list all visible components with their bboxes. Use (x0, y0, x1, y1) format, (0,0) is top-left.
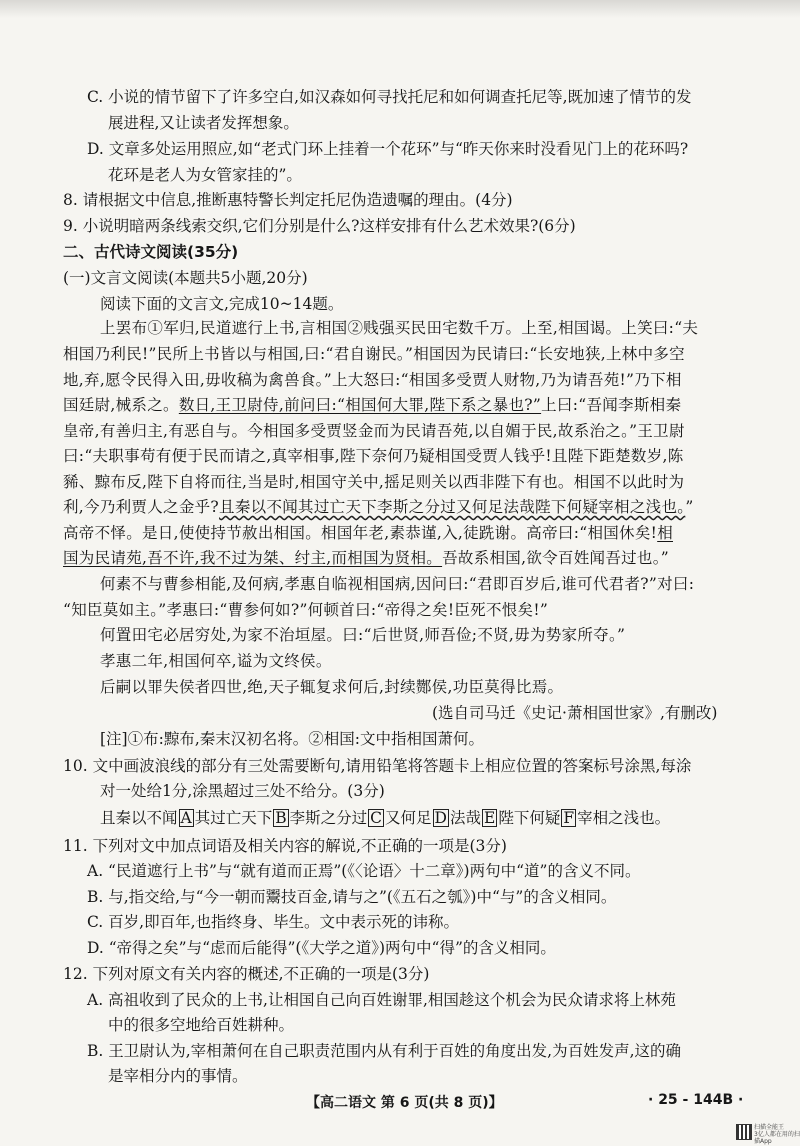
segment: 其过亡天下 (194, 809, 273, 827)
text-plain: 上曰:“吾闻李斯相秦 (541, 396, 682, 414)
option-d-line2: 花环是老人为女管家挂的”。 (108, 166, 302, 184)
classical-text-line1: 上罢布①军归,民道遮行上书,言相国②贱强买民田宅数千万。上至,相国谒。上笑曰:“夫 (100, 319, 699, 337)
breakpoint-label-d: D (434, 809, 447, 827)
breakpoint-label-c: C (370, 809, 383, 827)
question-8: 8. 请根据文中信息,推断惠特警长判定托尼伪造遗嘱的理由。(4分) (63, 191, 513, 209)
source-citation: (选自司马迁《史记·萧相国世家》,有删改) (432, 704, 718, 722)
classical-text-line9 (63, 523, 673, 543)
classical-text-line2: 相国乃利民!”民所上书皆以与相国,曰:“君自谢民。”相国因为民请曰:“长安地狭,上林中多空 (63, 345, 685, 363)
breakpoint-label-f: F (563, 809, 575, 827)
segment: 宰相之浅也。 (577, 809, 671, 827)
question-12: 12. 下列对原文有关内容的概述,不正确的一项是(3分) (63, 965, 430, 983)
question-11: 11. 下列对文中加点词语及相关内容的解说,不正确的一项是(3分) (63, 837, 507, 855)
scanner-watermark (754, 1124, 800, 1145)
segment: 法哉 (449, 809, 481, 827)
segment: 且秦以不闻 (100, 809, 178, 827)
text-plain: 利,今乃利贾人之金乎? (63, 498, 220, 516)
q12-option-b-line2: 是宰相分内的事情。 (108, 1067, 248, 1085)
section-heading: 二、古代诗文阅读(35分) (63, 243, 239, 261)
text-plain: 吾故系相国,欲令百姓闻吾过也。” (442, 549, 669, 567)
classical-text-line5: 皇帝,有善归主,有恶自与。今相国多受贾竖金而为民请吾苑,以自媚于民,故系治之。”王卫尉 (63, 422, 685, 440)
option-c-line1: C. 小说的情节留下了许多空白,如汉森如何寻找托尼和如何调查托尼等,既加速了情节的发 (87, 88, 692, 106)
watermark-title: 扫描全能王 (754, 1124, 785, 1131)
wavy-underlined-passage: 且秦以不闻其过亡天下李斯之分过又何足法哉陛下何疑宰相之浅也。 (219, 498, 686, 516)
segment: 陛下何疑 (498, 809, 561, 827)
classical-text-line10 (63, 548, 669, 568)
scan-top-edge (0, 0, 800, 18)
q12-option-a-line2: 中的很多空地给百姓耕种。 (108, 1016, 295, 1034)
classical-text-line6: 曰:“夫职事苟有便于民而请之,真宰相事,陛下奈何乃疑相国受贾人钱乎!且陛下距楚数岁,陈 (63, 447, 684, 465)
question-10-breakpoints (100, 808, 670, 828)
text-plain: 国廷尉,械系之。 (63, 396, 179, 414)
question-10-line1: 10. 文中画波浪线的部分有三处需要断句,请用铅笔将答题卡上相应位置的答案标号涂黑,每涂 (63, 757, 692, 775)
classical-text-line3: 地,弃,愿令民得入田,毋收稿为禽兽食。”上大怒曰:“相国多受贾人财物,乃为请吾苑!”乃下相 (63, 371, 682, 389)
option-d-line1: D. 文章多处运用照应,如“老式门环上挂着一个花环”与“昨天你来时没看见门上的花环吗? (87, 140, 689, 158)
segment: 又何足 (385, 809, 432, 827)
classical-text-line11: 何素不与曹参相能,及何病,孝惠自临视相国病,因问曰:“君即百岁后,谁可代君者?”对曰: (100, 575, 695, 593)
underlined-phrase: 数日,王卫尉侍,前问曰:“相国何大罪,陛下系之暴也?” (178, 396, 542, 414)
underlined-phrase: 国为民请苑,吾不许,我不过为桀、纣主,而相国为贤相。 (63, 549, 443, 567)
breakpoint-label-e: E (483, 809, 496, 827)
classical-text-line4 (63, 395, 681, 415)
q11-option-a: A. “民道遮行上书”与“就有道而正焉”(《〈论语〉十二章》)两句中“道”的含义不同。 (87, 862, 641, 880)
q11-option-c: C. 百岁,即百年,也指终身、毕生。文中表示死的讳称。 (87, 913, 460, 931)
reading-instruction: 阅读下面的文言文,完成10~14题。 (100, 295, 344, 313)
classical-text-line15: 后嗣以罪失侯者四世,绝,天子辄复求何后,封续酂侯,功臣莫得比焉。 (100, 678, 564, 696)
q12-option-b-line1: B. 王卫尉认为,宰相萧何在自己职责范围内从有利于百姓的角度出发,为百姓发声,这的确 (87, 1042, 682, 1060)
classical-text-line7: 豨、黥布反,陛下自将而往,当是时,相国守关中,摇足则关以西非陛下有也。相国不以此时为 (63, 473, 685, 491)
classical-text-line13: 何置田宅必居穷处,为家不治垣屋。曰:“后世贤,师吾俭;不贤,毋为势家所夺。” (100, 626, 626, 644)
breakpoint-label-a: A (180, 809, 192, 827)
question-10-line2: 对一处给1分,涂黑超过三处不给分。(3分) (100, 782, 385, 800)
underlined-phrase: 相 (657, 524, 673, 542)
question-9: 9. 小说明暗两条线索交织,它们分别是什么?这样安排有什么艺术效果?(6分) (63, 217, 576, 235)
classical-text-line14: 孝惠二年,相国何卒,谥为文终侯。 (100, 652, 332, 670)
text-plain: 高帝不怿。是日,使使持节赦出相国。相国年老,素恭谨,入,徒跣谢。高帝曰:“相国休矣! (63, 524, 658, 542)
annotation-note: [注]①布:黥布,秦末汉初名将。②相国:文中指相国萧何。 (100, 730, 484, 748)
q11-option-b: B. 与,指交给,与“今一朝而鬻技百金,请与之”(《五石之瓠》)中“与”的含义相同。 (87, 888, 617, 906)
classical-text-line8 (63, 497, 694, 517)
q11-option-d: D. “帝得之矣”与“虑而后能得”(《大学之道》)两句中“得”的含义相同。 (87, 939, 556, 957)
text-plain: ” (685, 498, 694, 516)
qr-code-icon (736, 1124, 752, 1140)
subsection-heading: (一)文言文阅读(本题共5小题,20分) (63, 269, 308, 287)
exam-code: · 25 - 144B · (648, 1092, 744, 1108)
option-c-line2: 展进程,又让读者发挥想象。 (108, 114, 299, 132)
watermark-subtitle: 3亿人都在用的扫描App (754, 1131, 800, 1145)
breakpoint-label-b: B (275, 809, 287, 827)
classical-text-line12: “知臣莫如主。”孝惠曰:“曹参何如?”何顿首曰:“帝得之矣!臣死不恨矣!” (63, 601, 549, 619)
segment: 李斯之分过 (289, 809, 368, 827)
page-footer: 【高二语文 第 6 页(共 8 页)】 (306, 1095, 503, 1111)
q12-option-a-line1: A. 高祖收到了民众的上书,让相国自己向百姓谢罪,相国趁这个机会为民众请求将上林苑 (87, 991, 676, 1009)
